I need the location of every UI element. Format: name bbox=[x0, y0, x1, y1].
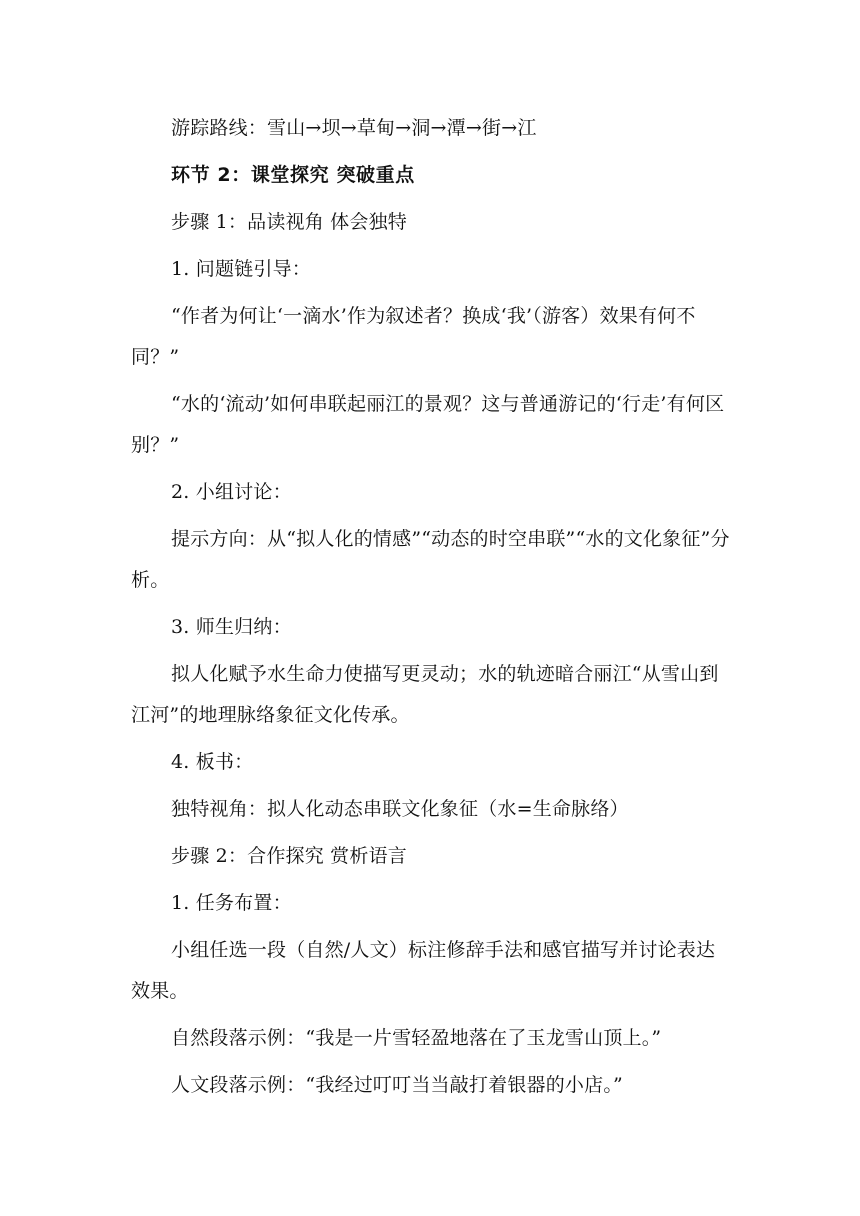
natural-example: 自然段落示例：“我是一片雪轻盈地落在了玉龙雪山顶上。” bbox=[171, 1027, 662, 1049]
route-line: 游踪路线：雪山→坝→草甸→洞→潭→街→江 bbox=[171, 117, 537, 139]
cultural-example: 人文段落示例：“我经过叮叮当当敲打着银器的小店。” bbox=[171, 1074, 623, 1096]
discussion-hint: 提示方向：从“拟人化的情感”“动态的时空串联”“水的文化象征”分析。 bbox=[131, 528, 730, 591]
question-1: “作者为何让‘一滴水’作为叙述者？换成‘我’（游客）效果有何不同？” bbox=[131, 305, 696, 368]
summary-paragraph: 拟人化赋予水生命力使描写更灵动；水的轨迹暗合丽江“从雪山到江河”的地理脉络象征文化传承。 bbox=[131, 663, 719, 726]
question-2: “水的‘流动’如何串联起丽江的景观？这与普通游记的‘行走’有何区别？” bbox=[131, 393, 725, 456]
step-2-heading: 步骤 2：合作探究 赏析语言 bbox=[171, 845, 407, 867]
list-item-2: 2. 小组讨论： bbox=[171, 481, 292, 503]
task-item-1: 1. 任务布置： bbox=[171, 892, 292, 914]
document-body bbox=[131, 108, 731, 1106]
list-item-4: 4. 板书： bbox=[171, 751, 254, 773]
step-1-heading: 步骤 1：品读视角 体会独特 bbox=[171, 211, 407, 233]
task-description: 小组任选一段（自然/人文）标注修辞手法和感官描写并讨论表达效果。 bbox=[131, 939, 716, 1002]
section-heading: 环节 2：课堂探究 突破重点 bbox=[171, 164, 415, 186]
board-note: 独特视角：拟人化动态串联文化象征（水=生命脉络） bbox=[171, 798, 629, 820]
list-item-3: 3. 师生归纳： bbox=[171, 616, 292, 638]
list-item-1: 1. 问题链引导： bbox=[171, 258, 311, 280]
